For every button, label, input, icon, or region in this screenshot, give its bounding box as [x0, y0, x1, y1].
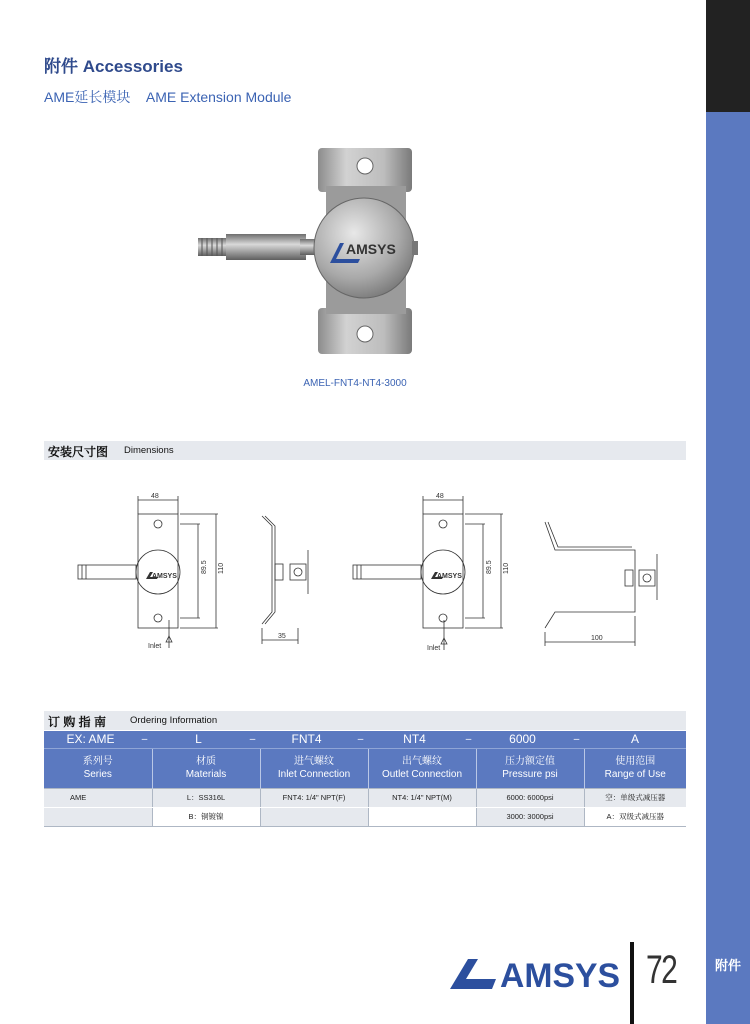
column-header-series: 系列号 Series — [44, 748, 152, 788]
page-number: 72 — [646, 948, 677, 992]
table-row: B：铜镀镍 3000: 3000psi A：双级式减压器 — [44, 807, 686, 826]
separator: – — [569, 731, 584, 748]
dim-height-inner-label: 89.5 — [486, 560, 493, 574]
page-number-divider — [630, 942, 634, 1024]
example-range: A — [584, 731, 686, 748]
product-caption: AMEL-FNT4-NT4-3000 — [303, 378, 407, 389]
example-inlet: FNT4 — [260, 731, 353, 748]
column-header-pressure: 压力额定值 Pressure psi — [476, 748, 584, 788]
dim-width-label: 48 — [436, 493, 444, 500]
dim-height-outer-label: 110 — [218, 562, 225, 574]
separator: – — [137, 731, 152, 748]
separator: – — [353, 731, 368, 748]
inlet-label: Inlet — [148, 643, 162, 650]
dim-depth-label-b: 100 — [591, 635, 603, 642]
dim-height-outer-label: 110 — [503, 562, 510, 574]
svg-text:AMSYS: AMSYS — [437, 573, 462, 580]
separator: – — [245, 731, 260, 748]
dim-depth-label-a: 35 — [278, 633, 286, 640]
svg-text:AMSYS: AMSYS — [152, 573, 177, 580]
ordering-title-en: Ordering Information — [130, 715, 218, 726]
example-material: L — [152, 731, 245, 748]
front-view-drawing-a — [60, 490, 230, 660]
separator: – — [461, 731, 476, 748]
side-band-top — [706, 0, 750, 112]
dim-width-label: 48 — [151, 493, 159, 500]
front-view-drawing-b — [345, 490, 515, 660]
header-row — [44, 748, 686, 788]
brand-logo — [448, 955, 624, 993]
dimensions-section-header — [44, 441, 686, 460]
side-view-drawing-a — [250, 490, 330, 660]
side-view-drawing-b — [535, 490, 665, 660]
product-photo — [190, 146, 430, 358]
dimensions-title-en: Dimensions — [124, 445, 174, 456]
dim-height-inner-label: 89.5 — [201, 560, 208, 574]
side-band — [706, 112, 750, 1024]
inlet-label: Inlet — [427, 645, 441, 652]
page-title: 附件 Accessories — [44, 57, 183, 76]
table-row: AME L：SS316L FNT4: 1/4" NPT(F) NT4: 1/4" NPT(M) 6000: 6000psi 空：单级式减压器 — [44, 788, 686, 807]
brand-logo-text: AMSYS — [500, 957, 620, 993]
ordering-table — [44, 731, 686, 827]
side-section-label: 附件 — [714, 958, 741, 973]
dimensions-title-cn: 安装尺寸图 — [48, 445, 109, 459]
example-series: EX: AME — [44, 731, 137, 748]
example-pressure: 6000 — [476, 731, 569, 748]
example-row — [44, 731, 686, 748]
example-outlet: NT4 — [368, 731, 461, 748]
column-header-inlet: 进气螺纹 Inlet Connection — [260, 748, 368, 788]
page-subtitle: AME延长模块 AME Extension Module — [44, 89, 292, 105]
product-logo-text: AMSYS — [346, 241, 396, 257]
ordering-section-header — [44, 711, 686, 730]
ordering-title-cn: 订 购 指 南 — [48, 715, 107, 729]
column-header-range: 使用范围 Range of Use — [584, 748, 686, 788]
column-header-materials: 材质 Materials — [152, 748, 260, 788]
column-header-outlet: 出气螺纹 Outlet Connection — [368, 748, 476, 788]
